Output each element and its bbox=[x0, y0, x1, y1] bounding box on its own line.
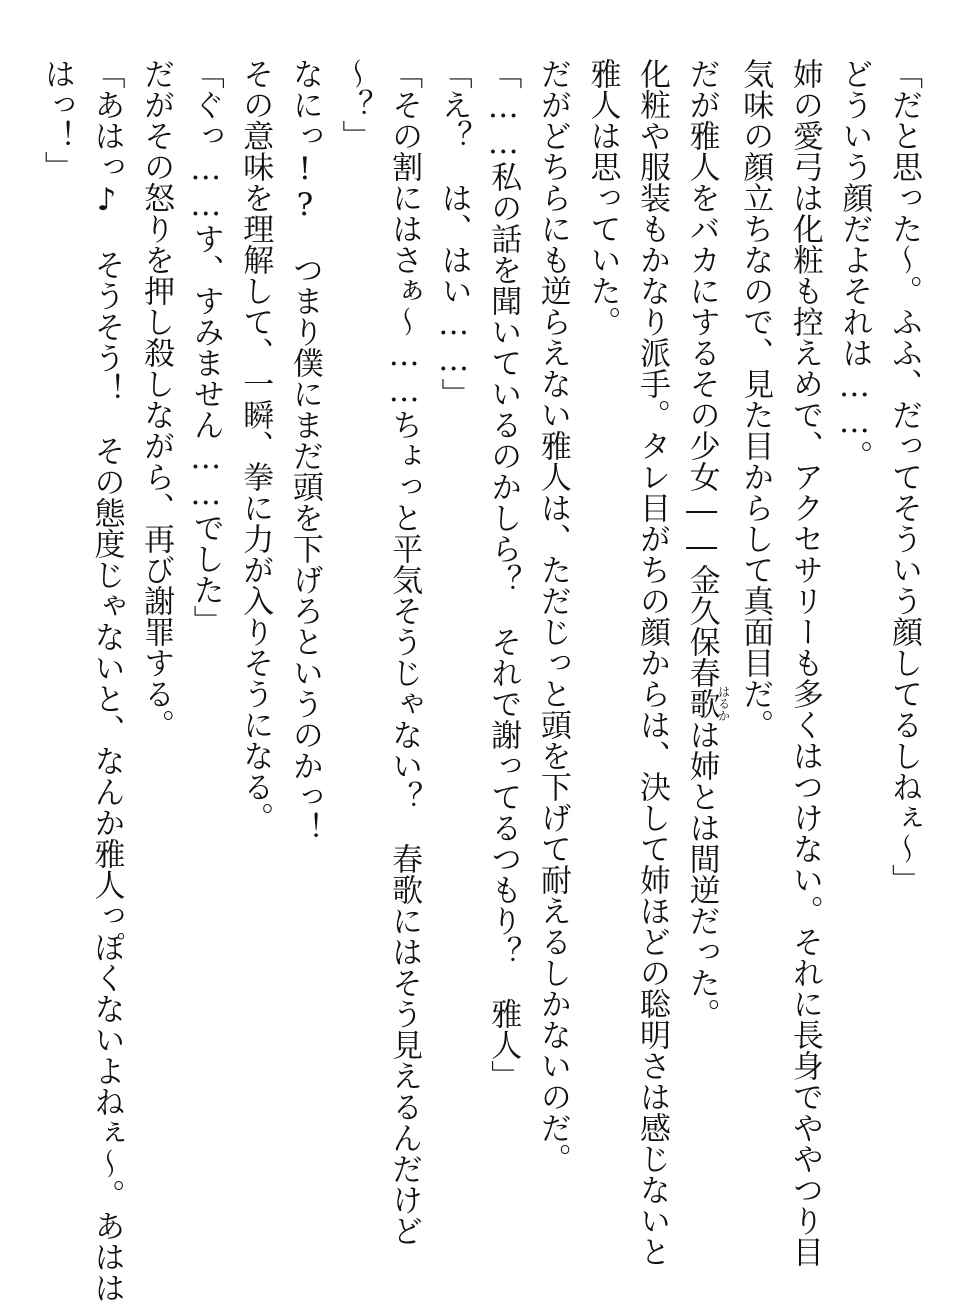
ruby-reading: はるか bbox=[716, 685, 731, 722]
text-line: その意味を理解して、一瞬、拳に力が入りそうになる。 bbox=[237, 58, 274, 833]
text-line: どういう顔だよそれは……。 bbox=[836, 58, 873, 471]
name-ruby bbox=[683, 685, 731, 722]
text-line: だがその怒りを押し殺しながら、再び謝罪する。 bbox=[138, 58, 175, 740]
ruby-base: 歌 bbox=[683, 685, 720, 722]
text-line: 「あはっ♪ そうそう！ その態度じゃないと、なんか雅人っぽくないよねぇ～。あはは bbox=[88, 58, 125, 1303]
text-line: 「ぐっ……す、すみません……でした」 bbox=[187, 58, 224, 636]
text-segment: は姉とは間逆だった。 bbox=[683, 719, 720, 1029]
text-line: ～？」 bbox=[336, 58, 373, 151]
text-line: 化粧や服装もかなり派手。タレ目がちの顔からは、決して姉ほどの聡明さは感じないと bbox=[634, 58, 671, 1267]
text-line: 「……私の話を聞いているのかしら？ それで謝ってるつもり？ 雅人」 bbox=[485, 58, 522, 1091]
text-line: はっ！」 bbox=[38, 58, 75, 182]
text-segment: だが雅人をバカにするその少女――金久保春 bbox=[683, 58, 720, 688]
text-line: 「だと思った～。ふふ、だってそういう顔してるしねぇ～」 bbox=[886, 58, 922, 895]
text-line: 気味の顔立ちなので、見た目からして真面目だ。 bbox=[737, 58, 774, 740]
text-line-with-ruby bbox=[676, 58, 730, 1238]
text-line: 雅人は思っていた。 bbox=[584, 58, 621, 337]
vertical-text-body bbox=[31, 58, 928, 1303]
text-line: 姉の愛弓は化粧も控えめで、アクセサリーも多くはつけない。それに長身でややつり目 bbox=[786, 58, 823, 1267]
text-line: なにっ!? つまり僕にまだ頭を下げろというのかっ！ bbox=[286, 58, 323, 843]
text-line: 「え？ は、はい……」 bbox=[435, 58, 472, 409]
text-line: 「その割にはさぁ～……ちょっと平気そうじゃない？ 春歌にはそう見えるんだけど bbox=[386, 58, 423, 1246]
text-line: だがどちらにも逆らえない雅人は、ただじっと頭を下げて耐えるしかないのだ。 bbox=[534, 58, 571, 1174]
